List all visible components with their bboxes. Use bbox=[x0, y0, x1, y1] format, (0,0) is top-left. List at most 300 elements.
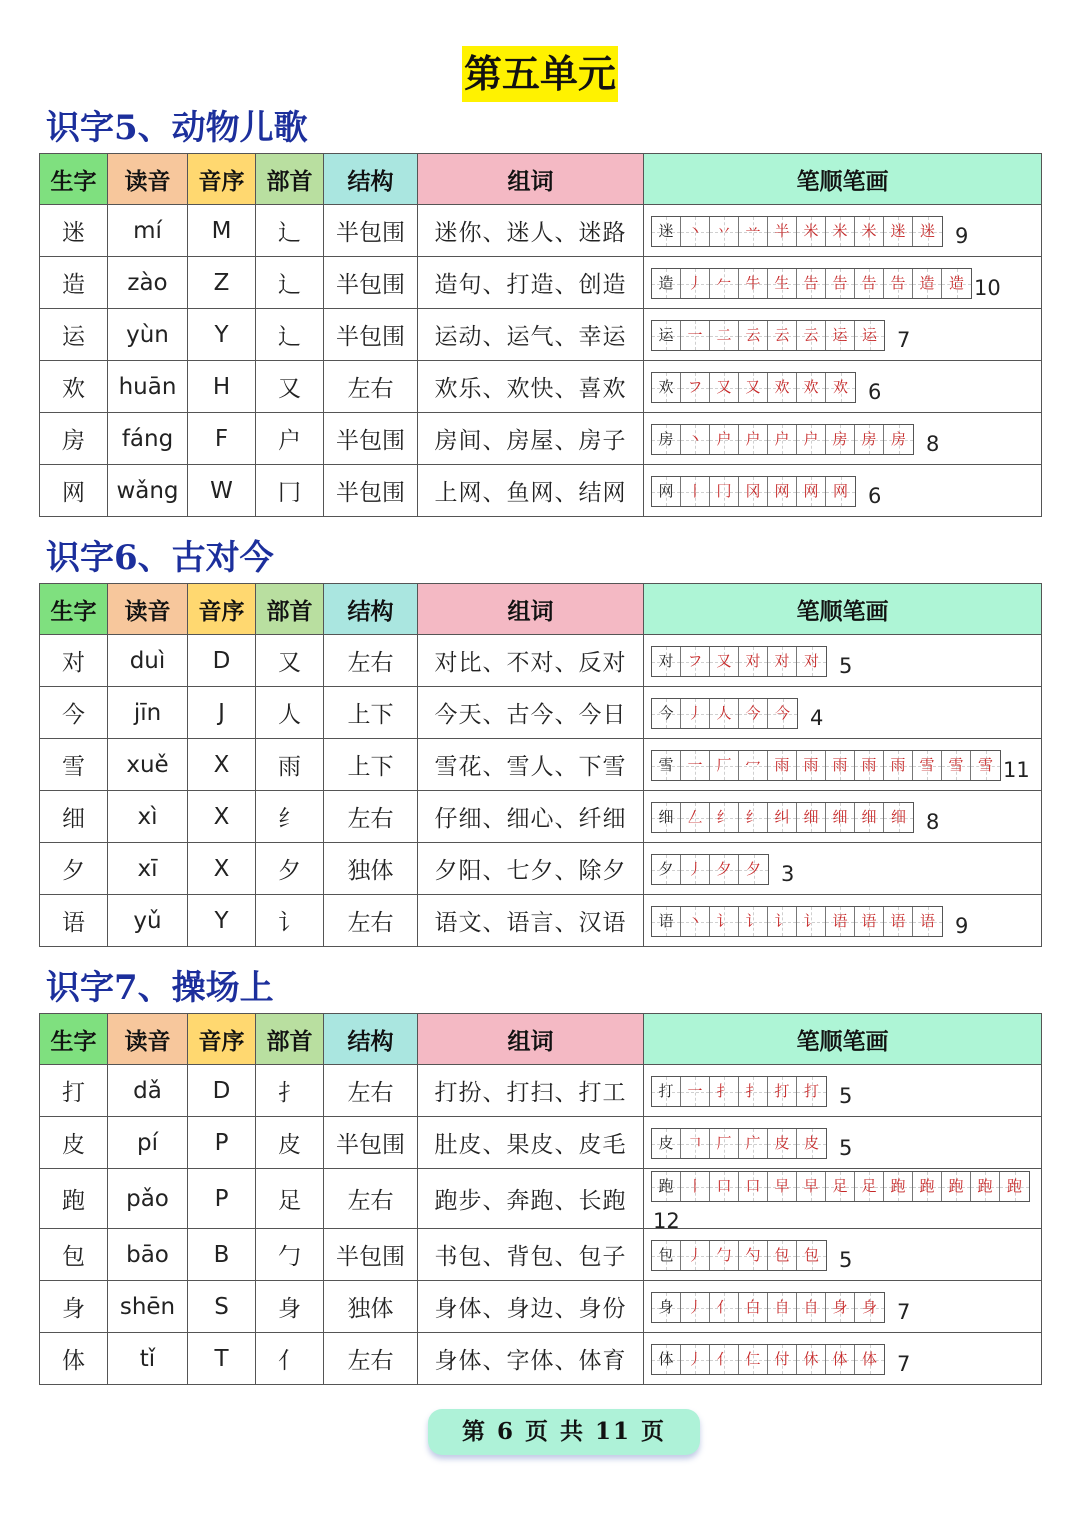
stroke-step: 户 bbox=[797, 425, 826, 454]
radical-cell: 皮 bbox=[256, 1117, 324, 1169]
stroke-grid-character: 跑 bbox=[652, 1172, 681, 1201]
section-title: 识字6、古对今 bbox=[46, 538, 274, 578]
stroke-step: 雨 bbox=[855, 751, 884, 780]
stroke-step: 白 bbox=[739, 1293, 768, 1322]
stroke-step: 迷 bbox=[884, 217, 913, 246]
header-char: 生字 bbox=[40, 1014, 108, 1065]
stroke-count: 8 bbox=[926, 431, 940, 456]
words-cell: 仔细、细心、纤细 bbox=[418, 791, 644, 843]
radical-cell: 勹 bbox=[256, 1229, 324, 1281]
stroke-step: 语 bbox=[826, 907, 855, 936]
stroke-grid bbox=[651, 802, 914, 833]
section-title: 识字5、动物儿歌 bbox=[46, 108, 308, 148]
stroke-step: 一 bbox=[681, 1077, 710, 1106]
structure-cell: 左右 bbox=[324, 1065, 418, 1117]
stroke-step: 早 bbox=[768, 1172, 797, 1201]
stroke-order-cell bbox=[644, 1169, 1042, 1233]
unit-title: 第五单元 bbox=[462, 46, 618, 102]
radical-cell: 纟 bbox=[256, 791, 324, 843]
stroke-step: 造 bbox=[942, 269, 971, 298]
stroke-order-cell bbox=[644, 1065, 1042, 1117]
radical-cell: 辶 bbox=[256, 257, 324, 309]
stroke-step: 语 bbox=[884, 907, 913, 936]
stroke-grid bbox=[651, 476, 856, 507]
stroke-step: 一 bbox=[681, 321, 710, 350]
header-words: 组词 bbox=[418, 154, 644, 205]
index-cell: D bbox=[188, 635, 256, 687]
index-cell: Y bbox=[188, 309, 256, 361]
stroke-grid bbox=[651, 1076, 827, 1107]
stroke-step: 早 bbox=[797, 1172, 826, 1201]
pinyin-cell: zào bbox=[108, 257, 188, 309]
stroke-step: 雨 bbox=[768, 751, 797, 780]
stroke-grid bbox=[651, 216, 943, 247]
stroke-step: 冂 bbox=[710, 477, 739, 506]
section-title: 识字7、操场上 bbox=[46, 968, 274, 1008]
stroke-step: 丷 bbox=[710, 217, 739, 246]
structure-cell: 左右 bbox=[324, 1333, 418, 1385]
stroke-step: 丿 bbox=[681, 269, 710, 298]
pinyin-cell: pǎo bbox=[108, 1169, 188, 1229]
header-index: 音序 bbox=[188, 154, 256, 205]
radical-cell: 讠 bbox=[256, 895, 324, 947]
stroke-step: フ bbox=[681, 373, 710, 402]
stroke-step: 户 bbox=[768, 425, 797, 454]
radical-cell: 辶 bbox=[256, 309, 324, 361]
stroke-step: 细 bbox=[855, 803, 884, 832]
stroke-step: 造 bbox=[913, 269, 942, 298]
stroke-grid-character: 迷 bbox=[652, 217, 681, 246]
stroke-step: 告 bbox=[884, 269, 913, 298]
stroke-count: 6 bbox=[868, 483, 882, 508]
character-table bbox=[39, 583, 1042, 947]
stroke-step: 欢 bbox=[826, 373, 855, 402]
index-cell: X bbox=[188, 843, 256, 895]
stroke-step: 冖 bbox=[739, 751, 768, 780]
stroke-grid-character: 房 bbox=[652, 425, 681, 454]
index-cell: J bbox=[188, 687, 256, 739]
pinyin-cell: xuě bbox=[108, 739, 188, 791]
stroke-order-cell bbox=[644, 413, 1042, 465]
stroke-step: 包 bbox=[768, 1241, 797, 1270]
words-cell: 对比、不对、反对 bbox=[418, 635, 644, 687]
stroke-grid bbox=[651, 1171, 1030, 1202]
stroke-order-cell bbox=[644, 687, 1042, 739]
stroke-step: 自 bbox=[768, 1293, 797, 1322]
words-cell: 上网、鱼网、结网 bbox=[418, 465, 644, 517]
stroke-step: 半 bbox=[768, 217, 797, 246]
stroke-step: 讠 bbox=[710, 907, 739, 936]
header-index: 音序 bbox=[188, 1014, 256, 1065]
table-row bbox=[40, 205, 1042, 257]
pinyin-cell: jīn bbox=[108, 687, 188, 739]
pinyin-cell: pí bbox=[108, 1117, 188, 1169]
stroke-step: 自 bbox=[797, 1293, 826, 1322]
pinyin-cell: xī bbox=[108, 843, 188, 895]
table-row bbox=[40, 257, 1042, 309]
stroke-order-cell bbox=[644, 739, 1042, 791]
stroke-count: 6 bbox=[868, 379, 882, 404]
stroke-count: 11 bbox=[1003, 757, 1030, 782]
stroke-step: 扌 bbox=[710, 1077, 739, 1106]
stroke-count: 8 bbox=[926, 809, 940, 834]
stroke-step: 告 bbox=[826, 269, 855, 298]
table-row bbox=[40, 635, 1042, 687]
stroke-step: 人 bbox=[710, 699, 739, 728]
header-structure: 结构 bbox=[324, 1014, 418, 1065]
stroke-step: 房 bbox=[826, 425, 855, 454]
structure-cell: 独体 bbox=[324, 843, 418, 895]
character-cell: 体 bbox=[40, 1333, 108, 1385]
stroke-step: 又 bbox=[710, 373, 739, 402]
character-table bbox=[39, 153, 1042, 517]
stroke-grid-character: 欢 bbox=[652, 373, 681, 402]
pinyin-cell: dǎ bbox=[108, 1065, 188, 1117]
words-cell: 跑步、奔跑、长跑 bbox=[418, 1169, 644, 1229]
stroke-step: 生 bbox=[768, 269, 797, 298]
header-pinyin: 读音 bbox=[108, 154, 188, 205]
stroke-grid-character: 造 bbox=[652, 269, 681, 298]
stroke-order-cell bbox=[644, 465, 1042, 517]
pinyin-cell: xì bbox=[108, 791, 188, 843]
stroke-step: 夕 bbox=[710, 855, 739, 884]
stroke-grid bbox=[651, 1344, 885, 1375]
table-row bbox=[40, 791, 1042, 843]
stroke-step: 亻 bbox=[710, 1345, 739, 1374]
index-cell: B bbox=[188, 1229, 256, 1281]
character-cell: 身 bbox=[40, 1281, 108, 1333]
structure-cell: 半包围 bbox=[324, 309, 418, 361]
header-structure: 结构 bbox=[324, 154, 418, 205]
stroke-step: 运 bbox=[855, 321, 884, 350]
table-row bbox=[40, 413, 1042, 465]
radical-cell: 身 bbox=[256, 1281, 324, 1333]
character-cell: 造 bbox=[40, 257, 108, 309]
stroke-step: 勺 bbox=[739, 1241, 768, 1270]
stroke-step: 今 bbox=[768, 699, 797, 728]
header-char: 生字 bbox=[40, 584, 108, 635]
stroke-grid-character: 网 bbox=[652, 477, 681, 506]
stroke-step: 广 bbox=[739, 1129, 768, 1158]
stroke-count: 7 bbox=[897, 327, 911, 352]
stroke-step: 又 bbox=[710, 647, 739, 676]
character-cell: 房 bbox=[40, 413, 108, 465]
stroke-step: 跑 bbox=[884, 1172, 913, 1201]
character-cell: 包 bbox=[40, 1229, 108, 1281]
stroke-step: 丿 bbox=[681, 855, 710, 884]
stroke-grid bbox=[651, 854, 769, 885]
table-row bbox=[40, 1117, 1042, 1169]
structure-cell: 上下 bbox=[324, 739, 418, 791]
table-row bbox=[40, 1169, 1042, 1229]
words-cell: 身体、字体、体育 bbox=[418, 1333, 644, 1385]
structure-cell: 左右 bbox=[324, 635, 418, 687]
stroke-count: 10 bbox=[974, 275, 1001, 300]
stroke-step: 迷 bbox=[913, 217, 942, 246]
radical-cell: 冂 bbox=[256, 465, 324, 517]
stroke-grid-character: 皮 bbox=[652, 1129, 681, 1158]
pinyin-cell: bāo bbox=[108, 1229, 188, 1281]
stroke-step: 冈 bbox=[739, 477, 768, 506]
table-row bbox=[40, 687, 1042, 739]
stroke-grid-character: 包 bbox=[652, 1241, 681, 1270]
stroke-step: 房 bbox=[884, 425, 913, 454]
stroke-step: 讠 bbox=[739, 907, 768, 936]
header-pinyin: 读音 bbox=[108, 584, 188, 635]
pinyin-cell: yùn bbox=[108, 309, 188, 361]
index-cell: D bbox=[188, 1065, 256, 1117]
structure-cell: 半包围 bbox=[324, 465, 418, 517]
stroke-step: 二 bbox=[710, 321, 739, 350]
stroke-order-cell bbox=[644, 1281, 1042, 1333]
stroke-count: 5 bbox=[839, 653, 853, 678]
radical-cell: 又 bbox=[256, 635, 324, 687]
stroke-grid-character: 对 bbox=[652, 647, 681, 676]
index-cell: T bbox=[188, 1333, 256, 1385]
stroke-step: 打 bbox=[797, 1077, 826, 1106]
radical-cell: 亻 bbox=[256, 1333, 324, 1385]
pinyin-cell: tǐ bbox=[108, 1333, 188, 1385]
stroke-order-cell bbox=[644, 309, 1042, 361]
pinyin-cell: fáng bbox=[108, 413, 188, 465]
words-cell: 欢乐、欢快、喜欢 bbox=[418, 361, 644, 413]
stroke-step: 户 bbox=[739, 425, 768, 454]
index-cell: Z bbox=[188, 257, 256, 309]
stroke-step: 跑 bbox=[1000, 1172, 1029, 1201]
stroke-order-cell bbox=[644, 205, 1042, 257]
structure-cell: 左右 bbox=[324, 895, 418, 947]
character-cell: 雪 bbox=[40, 739, 108, 791]
stroke-order-cell bbox=[644, 895, 1042, 947]
stroke-step: 付 bbox=[768, 1345, 797, 1374]
stroke-step: 欢 bbox=[797, 373, 826, 402]
page-indicator: 第 6 页 共 11 页 bbox=[428, 1409, 700, 1455]
stroke-step: 跑 bbox=[913, 1172, 942, 1201]
stroke-step: 户 bbox=[710, 425, 739, 454]
words-cell: 夕阳、七夕、除夕 bbox=[418, 843, 644, 895]
stroke-grid-character: 夕 bbox=[652, 855, 681, 884]
stroke-grid-character: 雪 bbox=[652, 751, 681, 780]
stroke-grid-character: 细 bbox=[652, 803, 681, 832]
index-cell: Y bbox=[188, 895, 256, 947]
structure-cell: 半包围 bbox=[324, 413, 418, 465]
stroke-step: 米 bbox=[826, 217, 855, 246]
stroke-count: 5 bbox=[839, 1247, 853, 1272]
stroke-order-cell bbox=[644, 361, 1042, 413]
stroke-step: 跑 bbox=[971, 1172, 1000, 1201]
stroke-order-cell bbox=[644, 1333, 1042, 1385]
radical-cell: 户 bbox=[256, 413, 324, 465]
character-cell: 皮 bbox=[40, 1117, 108, 1169]
table-row bbox=[40, 1333, 1042, 1385]
stroke-step: 皮 bbox=[797, 1129, 826, 1158]
stroke-count: 7 bbox=[897, 1351, 911, 1376]
stroke-step: 语 bbox=[913, 907, 942, 936]
stroke-step: 厂 bbox=[710, 751, 739, 780]
stroke-step: 网 bbox=[797, 477, 826, 506]
stroke-step: 亻 bbox=[710, 1293, 739, 1322]
stroke-grid-character: 身 bbox=[652, 1293, 681, 1322]
stroke-step: 包 bbox=[797, 1241, 826, 1270]
stroke-step: 身 bbox=[855, 1293, 884, 1322]
stroke-step: 丿 bbox=[681, 1241, 710, 1270]
character-cell: 跑 bbox=[40, 1169, 108, 1229]
table-header-row bbox=[40, 154, 1042, 205]
stroke-step: 打 bbox=[768, 1077, 797, 1106]
stroke-step: 网 bbox=[826, 477, 855, 506]
structure-cell: 半包围 bbox=[324, 257, 418, 309]
index-cell: F bbox=[188, 413, 256, 465]
stroke-step: 纠 bbox=[768, 803, 797, 832]
table-row bbox=[40, 843, 1042, 895]
stroke-grid bbox=[651, 372, 856, 403]
table-row bbox=[40, 895, 1042, 947]
stroke-step: 𠂉 bbox=[710, 269, 739, 298]
stroke-step: 雪 bbox=[913, 751, 942, 780]
stroke-step: 皮 bbox=[768, 1129, 797, 1158]
character-cell: 运 bbox=[40, 309, 108, 361]
stroke-step: 雪 bbox=[971, 751, 1000, 780]
radical-cell: 又 bbox=[256, 361, 324, 413]
stroke-step: 对 bbox=[797, 647, 826, 676]
structure-cell: 左右 bbox=[324, 1169, 418, 1229]
character-table bbox=[39, 1013, 1042, 1385]
stroke-step: 雨 bbox=[884, 751, 913, 780]
stroke-grid-character: 今 bbox=[652, 699, 681, 728]
header-words: 组词 bbox=[418, 1014, 644, 1065]
pinyin-cell: wǎng bbox=[108, 465, 188, 517]
stroke-step: 丿 bbox=[681, 699, 710, 728]
words-cell: 雪花、雪人、下雪 bbox=[418, 739, 644, 791]
table-header-row bbox=[40, 1014, 1042, 1065]
stroke-order-cell bbox=[644, 635, 1042, 687]
stroke-step: 丨 bbox=[681, 477, 710, 506]
stroke-step: 足 bbox=[855, 1172, 884, 1201]
header-char: 生字 bbox=[40, 154, 108, 205]
stroke-step: 欢 bbox=[768, 373, 797, 402]
stroke-grid-character: 语 bbox=[652, 907, 681, 936]
stroke-step: 今 bbox=[739, 699, 768, 728]
stroke-step: 房 bbox=[855, 425, 884, 454]
stroke-step: 对 bbox=[768, 647, 797, 676]
table-header-row bbox=[40, 584, 1042, 635]
header-words: 组词 bbox=[418, 584, 644, 635]
stroke-step: 足 bbox=[826, 1172, 855, 1201]
pinyin-cell: shēn bbox=[108, 1281, 188, 1333]
table-row bbox=[40, 309, 1042, 361]
stroke-step: 丶 bbox=[681, 217, 710, 246]
stroke-step: 纟 bbox=[739, 803, 768, 832]
stroke-step: 仁 bbox=[739, 1345, 768, 1374]
stroke-count: 3 bbox=[781, 861, 795, 886]
character-cell: 细 bbox=[40, 791, 108, 843]
stroke-grid bbox=[651, 1128, 827, 1159]
header-strokes: 笔顺笔画 bbox=[644, 154, 1042, 205]
words-cell: 身体、身边、身份 bbox=[418, 1281, 644, 1333]
stroke-order-cell bbox=[644, 843, 1042, 895]
index-cell: X bbox=[188, 791, 256, 843]
stroke-step: 云 bbox=[739, 321, 768, 350]
structure-cell: 上下 bbox=[324, 687, 418, 739]
header-pinyin: 读音 bbox=[108, 1014, 188, 1065]
header-radical: 部首 bbox=[256, 1014, 324, 1065]
index-cell: P bbox=[188, 1169, 256, 1229]
stroke-step: 跑 bbox=[942, 1172, 971, 1201]
stroke-step: 对 bbox=[739, 647, 768, 676]
stroke-step: 䒑 bbox=[739, 217, 768, 246]
stroke-step: 米 bbox=[797, 217, 826, 246]
pinyin-cell: mí bbox=[108, 205, 188, 257]
words-cell: 造句、打造、创造 bbox=[418, 257, 644, 309]
radical-cell: 夕 bbox=[256, 843, 324, 895]
stroke-step: 讠 bbox=[768, 907, 797, 936]
stroke-grid bbox=[651, 268, 972, 299]
pinyin-cell: huān bbox=[108, 361, 188, 413]
index-cell: M bbox=[188, 205, 256, 257]
stroke-count: 5 bbox=[839, 1135, 853, 1160]
stroke-step: 厂 bbox=[710, 1129, 739, 1158]
table-row bbox=[40, 1229, 1042, 1281]
pinyin-cell: yǔ bbox=[108, 895, 188, 947]
stroke-step: 雨 bbox=[826, 751, 855, 780]
stroke-grid bbox=[651, 320, 885, 351]
stroke-grid bbox=[651, 646, 827, 677]
stroke-grid bbox=[651, 1292, 885, 1323]
header-structure: 结构 bbox=[324, 584, 418, 635]
stroke-grid-character: 体 bbox=[652, 1345, 681, 1374]
words-cell: 今天、古今、今日 bbox=[418, 687, 644, 739]
stroke-step: 又 bbox=[739, 373, 768, 402]
radical-cell: 足 bbox=[256, 1169, 324, 1229]
stroke-order-cell bbox=[644, 257, 1042, 309]
radical-cell: 辶 bbox=[256, 205, 324, 257]
stroke-grid bbox=[651, 698, 798, 729]
stroke-step: 米 bbox=[855, 217, 884, 246]
radical-cell: 雨 bbox=[256, 739, 324, 791]
stroke-step: 雨 bbox=[797, 751, 826, 780]
stroke-step: 牛 bbox=[739, 269, 768, 298]
words-cell: 打扮、打扫、打工 bbox=[418, 1065, 644, 1117]
stroke-step: 雪 bbox=[942, 751, 971, 780]
header-index: 音序 bbox=[188, 584, 256, 635]
words-cell: 书包、背包、包子 bbox=[418, 1229, 644, 1281]
stroke-step: 丿 bbox=[681, 1293, 710, 1322]
stroke-step: 网 bbox=[768, 477, 797, 506]
stroke-step: 扌 bbox=[739, 1077, 768, 1106]
index-cell: W bbox=[188, 465, 256, 517]
stroke-step: 细 bbox=[797, 803, 826, 832]
stroke-step: 身 bbox=[826, 1293, 855, 1322]
stroke-step: 一 bbox=[681, 751, 710, 780]
stroke-grid-character: 运 bbox=[652, 321, 681, 350]
table-row bbox=[40, 739, 1042, 791]
stroke-step: 告 bbox=[855, 269, 884, 298]
stroke-step: 语 bbox=[855, 907, 884, 936]
stroke-step: 体 bbox=[826, 1345, 855, 1374]
character-cell: 今 bbox=[40, 687, 108, 739]
structure-cell: 半包围 bbox=[324, 1229, 418, 1281]
character-cell: 语 bbox=[40, 895, 108, 947]
table-row bbox=[40, 1281, 1042, 1333]
stroke-order-cell bbox=[644, 791, 1042, 843]
stroke-grid bbox=[651, 906, 943, 937]
stroke-step: 口 bbox=[739, 1172, 768, 1201]
stroke-count: 12 bbox=[653, 1209, 680, 1233]
stroke-step: 夕 bbox=[739, 855, 768, 884]
stroke-step: 讠 bbox=[797, 907, 826, 936]
pinyin-cell: duì bbox=[108, 635, 188, 687]
stroke-step: 告 bbox=[797, 269, 826, 298]
